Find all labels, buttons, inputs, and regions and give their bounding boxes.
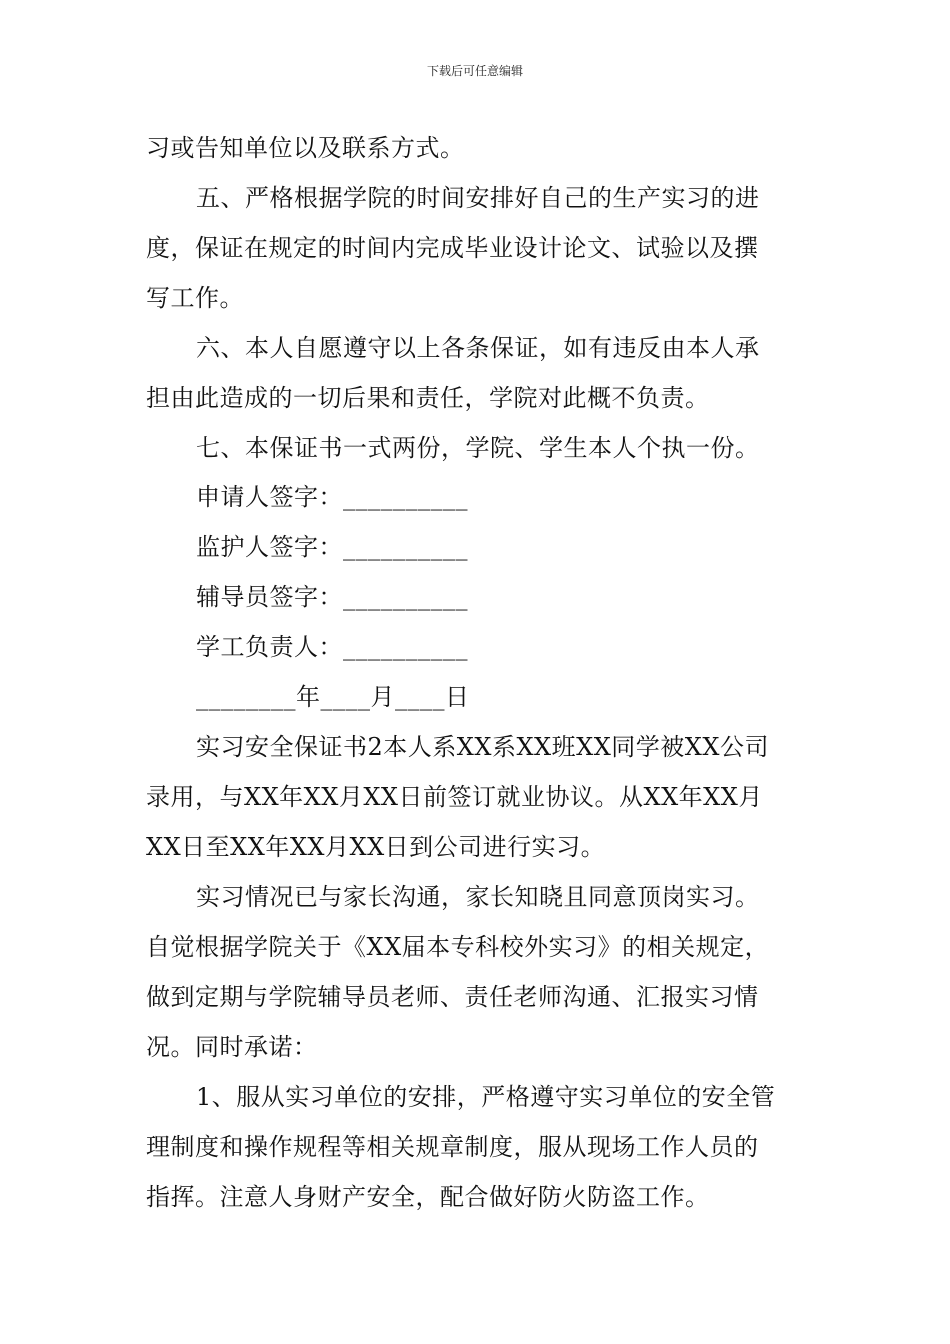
text-line: 六、本人自愿遵守以上各条保证，如有违反由本人承: [196, 334, 760, 362]
text-line: 况。同时承诺：: [146, 1033, 318, 1061]
text-line: 录用，与XX年XX月XX日前签订就业协议。从XX年XX月: [146, 783, 763, 811]
text-line: 1、服从实习单位的安排，严格遵守实习单位的安全管: [196, 1083, 776, 1111]
text-line: 实习情况已与家长沟通，家长知晓且同意顶岗实习。: [196, 883, 760, 911]
text-line: XX日至XX年XX月XX日到公司进行实习。: [146, 833, 606, 861]
text-line: 度，保证在规定的时间内完成毕业设计论文、试验以及撰: [146, 234, 759, 262]
text-line: 习或告知单位以及联系方式。: [146, 134, 465, 162]
date-line: ________年____月____日: [196, 683, 470, 711]
signature-line-supervisor: 学工负责人：__________: [196, 633, 468, 661]
text-line: 理制度和操作规程等相关规章制度，服从现场工作人员的: [146, 1133, 759, 1161]
text-line: 担由此造成的一切后果和责任，学院对此概不负责。: [146, 384, 710, 412]
text-line: 指挥。注意人身财产安全，配合做好防火防盗工作。: [146, 1183, 710, 1211]
signature-line-counselor: 辅导员签字：__________: [196, 583, 468, 611]
signature-line-applicant: 申请人签字：__________: [196, 483, 468, 511]
text-line: 七、本保证书一式两份，学院、学生本人个执一份。: [196, 434, 760, 462]
page-header: 下载后可任意编辑: [426, 64, 523, 78]
signature-line-guardian: 监护人签字：__________: [196, 533, 468, 561]
text-line: 五、严格根据学院的时间安排好自己的生产实习的进: [196, 184, 760, 212]
text-line: 写工作。: [146, 284, 244, 312]
text-line: 实习安全保证书2本人系XX系XX班XX同学被XX公司: [196, 733, 769, 761]
text-line: 做到定期与学院辅导员老师、责任老师沟通、汇报实习情: [146, 983, 759, 1011]
text-line: 自觉根据学院关于《XX届本专科校外实习》的相关规定，: [146, 933, 770, 961]
